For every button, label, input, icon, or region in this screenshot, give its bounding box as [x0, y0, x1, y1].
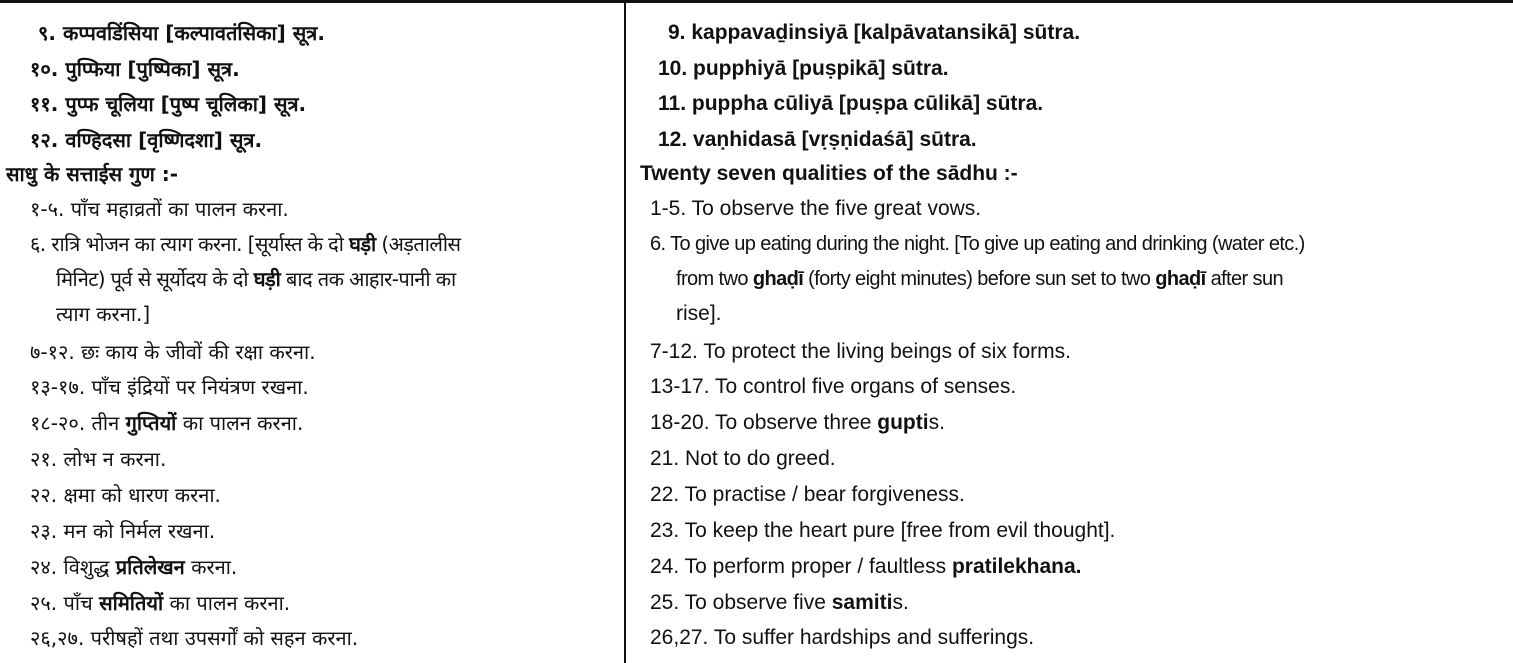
- text: का पालन करना.: [176, 411, 304, 435]
- english-quality-6-line1: 6. To give up eating during the night. [To give up eating and drinking (water etc.): [650, 233, 1305, 255]
- hindi-quality-13-17: १३-१७. पाँच इंद्रियों पर नियंत्रण रखना.: [30, 375, 309, 399]
- text: from two: [676, 268, 753, 290]
- text: बाद तक आहार-पानी का: [280, 267, 456, 291]
- english-quality-7-12: 7-12. To protect the living beings of six forms.: [650, 340, 1071, 363]
- term-ghadi: ghaḍī: [1155, 268, 1206, 290]
- hindi-quality-23: २३. मन को निर्मल रखना.: [30, 519, 216, 543]
- english-sutra-10: 10. pupphiyā [puṣpikā] sūtra.: [658, 57, 949, 80]
- term-gupti: gupti: [877, 411, 929, 434]
- text: 24. To perform proper / faultless: [650, 555, 952, 578]
- hindi-quality-7-12: ७-१२. छः काय के जीवों की रक्षा करना.: [30, 340, 316, 364]
- english-quality-22: 22. To practise / bear forgiveness.: [650, 483, 965, 506]
- english-quality-1-5: 1-5. To observe the five great vows.: [650, 197, 982, 220]
- english-quality-6-line3: rise].: [676, 302, 722, 325]
- hindi-sutra-11: ११. पुप्फ चूलिया [पुष्प चूलिका] सूत्र.: [30, 92, 307, 116]
- term-samiti: samiti: [831, 591, 893, 614]
- top-rule: [0, 0, 1513, 3]
- hindi-sutra-12: १२. वण्हिदसा [वृष्णिदशा] सूत्र.: [30, 128, 263, 152]
- english-sutra-11: 11. puppha cūliyā [puṣpa cūlikā] sūtra.: [658, 92, 1044, 115]
- text: 25. To observe five: [650, 591, 832, 614]
- hindi-quality-6-line3: त्याग करना.]: [56, 302, 151, 326]
- term-pratilekhan: प्रतिलेखन: [115, 555, 185, 579]
- text: after sun: [1205, 268, 1283, 290]
- text: 18-20. To observe three: [650, 411, 878, 434]
- text: १८-२०. तीन: [30, 411, 126, 435]
- text: २५. पाँच: [30, 591, 100, 615]
- hindi-heading: साधु के सत्ताईस गुण :-: [6, 162, 179, 186]
- term-pratilekhana: pratilekhana.: [951, 555, 1082, 578]
- text: (forty eight minutes) before sun set to two: [803, 268, 1156, 290]
- text: s.: [928, 411, 945, 434]
- hindi-sutra-9: ९. कप्पवडिंसिया [कल्पावतंसिका] सूत्र.: [38, 21, 325, 45]
- english-heading: Twenty seven qualities of the sādhu :-: [640, 162, 1018, 185]
- hindi-quality-22: २२. क्षमा को धारण करना.: [30, 483, 221, 507]
- text: २४. विशुद्ध: [30, 555, 116, 579]
- term-ghadi: ghaḍī: [752, 268, 804, 290]
- text: (अड़तालीस: [375, 232, 461, 256]
- english-quality-23: 23. To keep the heart pure [free from evil thought].: [650, 519, 1116, 542]
- hindi-quality-25: [30, 588, 290, 618]
- english-quality-21: 21. Not to do greed.: [650, 447, 836, 470]
- text: मिनिट) पूर्व से सूर्योदय के दो: [56, 267, 254, 291]
- text: ६. रात्रि भोजन का त्याग करना. [सूर्यास्त के दो: [30, 232, 350, 256]
- hindi-quality-26-27: २६,२७. परीषहों तथा उपसर्गों को सहन करना.: [30, 626, 359, 650]
- hindi-quality-21: २१. लोभ न करना.: [30, 447, 167, 471]
- text: s.: [892, 591, 909, 614]
- english-quality-6-line2: [676, 264, 1283, 294]
- hindi-quality-6-line1: [30, 229, 460, 259]
- term-guptiyon: गुप्तियों: [125, 411, 177, 435]
- term-ghadi: घड़ी: [349, 232, 376, 256]
- hindi-quality-18-20: [30, 408, 303, 438]
- term-samitiyon: समितियों: [99, 591, 164, 615]
- english-quality-13-17: 13-17. To control five organs of senses.: [650, 375, 1017, 398]
- english-quality-25: [650, 588, 909, 618]
- column-divider: [624, 0, 626, 663]
- hindi-quality-6-line2: [56, 264, 456, 294]
- text: करना.: [184, 555, 238, 579]
- term-ghadi: घड़ी: [253, 267, 281, 291]
- hindi-quality-1-5: १-५. पाँच महाव्रतों का पालन करना.: [30, 197, 289, 221]
- hindi-quality-24: [30, 552, 237, 582]
- english-sutra-12: 12. vaṇhidasā [vṛṣṇidaśā] sūtra.: [658, 128, 977, 151]
- english-quality-18-20: [650, 408, 945, 438]
- english-sutra-9: 9. kappavaḏinsiyā [kalpāvatansikā] sūtra.: [668, 21, 1081, 44]
- english-quality-24: [650, 552, 1082, 582]
- text: का पालन करना.: [163, 591, 291, 615]
- english-quality-26-27: 26,27. To suffer hardships and sufferings.: [650, 626, 1035, 649]
- hindi-sutra-10: १०. पुप्फिया [पुष्पिका] सूत्र.: [30, 57, 240, 81]
